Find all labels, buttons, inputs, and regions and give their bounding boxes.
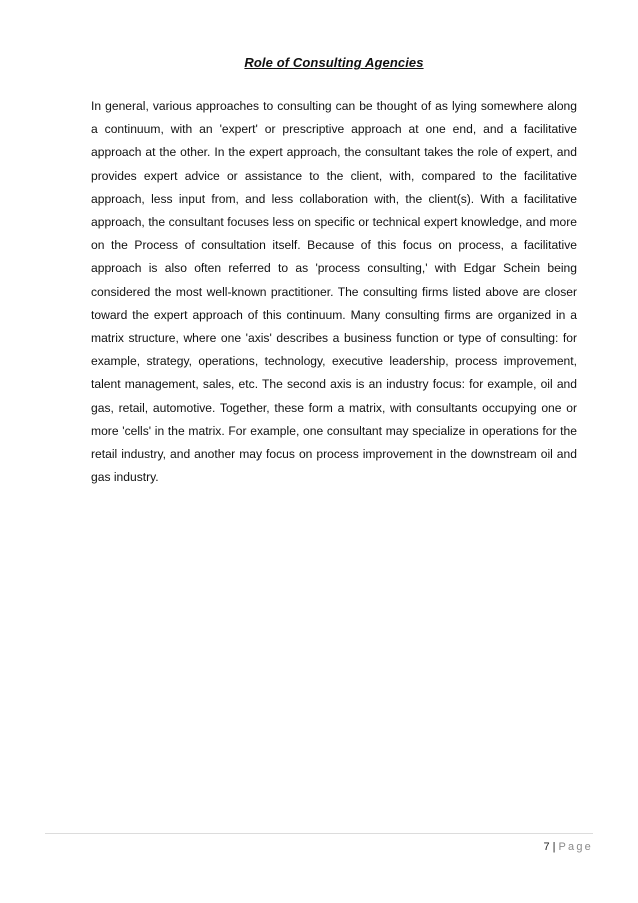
page-footer: [544, 841, 593, 853]
body-paragraph: In general, various approaches to consulting can be thought of as lying somewhere along a continuum, with an 'expert' or prescriptive approach at one end, and a facilitative approach at the other. In the expert approach, the consultant takes the role of expert, and provides expert advice or assistance to the client, with, compared to the facilitative approach, less input from, and less collaboration with, the client(s). With a facilitative approach, the consultant focuses less on specific or technical expert knowledge, and more on the Process of consultation itself. Because of this focus on process, a facilitative approach is also often referred to as 'process consulting,' with Edgar Schein being considered the most well-known practitioner. The consulting firms listed above are closer toward the expert approach of this continuum. Many consulting firms are organized in a matrix structure, where one 'axis' describes a business function or type of consulting: for example, strategy, operations, technology, executive leadership, process improvement, talent management, sales, etc. The second axis is an industry focus: for example, oil and gas, retail, automotive. Together, these form a matrix, with consultants occupying one or more 'cells' in the matrix. For example, one consultant may specialize in operations for the retail industry, and another may focus on process improvement in the downstream oil and gas industry.: [91, 99, 577, 485]
page-number: 7: [543, 841, 550, 853]
page-title: Role of Consulting Agencies: [244, 55, 424, 70]
footer-divider: [45, 833, 593, 834]
footer-separator: |: [552, 841, 556, 853]
page-label: Page: [558, 841, 593, 853]
